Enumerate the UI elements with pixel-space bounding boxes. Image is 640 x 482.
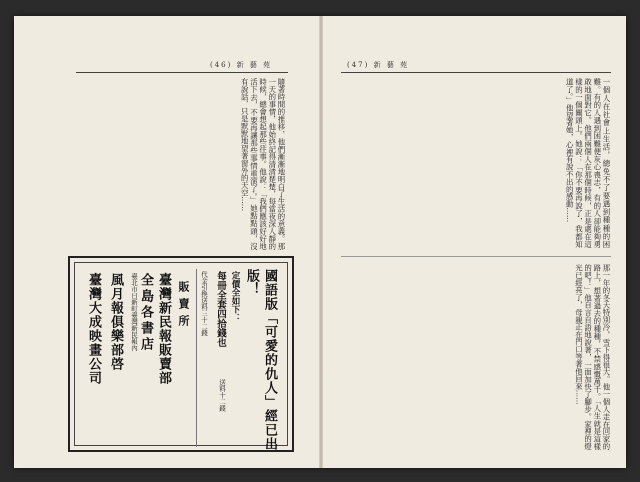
advertisement-box [68,256,294,452]
right-upper-text: 一個人在社會上生活，總免不了要遇到種種的困難。有的人遇到困難便灰心喪志，有的人卻能夠勇敢地面對它。他們兩個人在那個時候，正是處在這樣的一個關頭上。她說：「你不要再說了，我都知道了。」他望著她，心裡有說不出的感動…… [565,78,611,248]
ad-shipping-note: 送料十二錢 [218,379,226,412]
ad-postage-note: 代金引換送料三十二錢 [200,271,208,336]
left-page [14,16,319,468]
ad-price: 每冊全套四拾錢也 [215,271,226,347]
right-running-head: (47) 新 藝 苑 [347,61,410,69]
left-running-head: (46) 新 藝 苑 [210,61,273,69]
right-header-rule [341,72,611,73]
ad-divider [196,269,197,447]
ad-headline-end: 版！ [244,269,259,295]
ad-vendor-3: 風月報俱樂部啓 [108,273,123,371]
ad-headline: 國語版「可愛的仇人」經已出 [262,269,277,451]
magazine-spread [14,16,626,468]
left-body-text: 隨著時間的推移，他們漸漸地明白了生活的意義。那一天的事情，他始終記得清清楚楚，每當夜深人靜的時候，總會想起那些往事。他說：「我們應該好好地活下去，不要再讓那些事情重演了。」她點點頭，沒有說話，只是默默地望著窗外的天空…… [240,78,286,250]
ad-price-label: 定價全如下： [230,271,240,322]
ad-sales-label: 販賣所 [177,281,190,332]
ad-address: 臺北市日新町臺灣新民報內 [130,273,138,351]
ad-vendor-4: 臺灣大成映畫公司 [86,273,101,385]
ad-vendor-1: 臺灣新民報販賣部 [156,273,171,385]
right-lower-text: 那一年的冬天特別冷，雪下得很大。他一個人走在回家的路上，想著過去的種種，不禁感慨萬千。「人生就是這樣的吧！」他自言自語地說著，一面加快了腳步。家裡的燈光已經亮了，母親正在門口等著他回來…… [574,264,611,450]
right-section-rule [341,256,611,257]
right-page [323,16,626,468]
ad-vendor-2: 全島各書店 [138,273,153,353]
advertisement-inner-border [74,262,288,451]
left-header-rule [76,72,288,73]
